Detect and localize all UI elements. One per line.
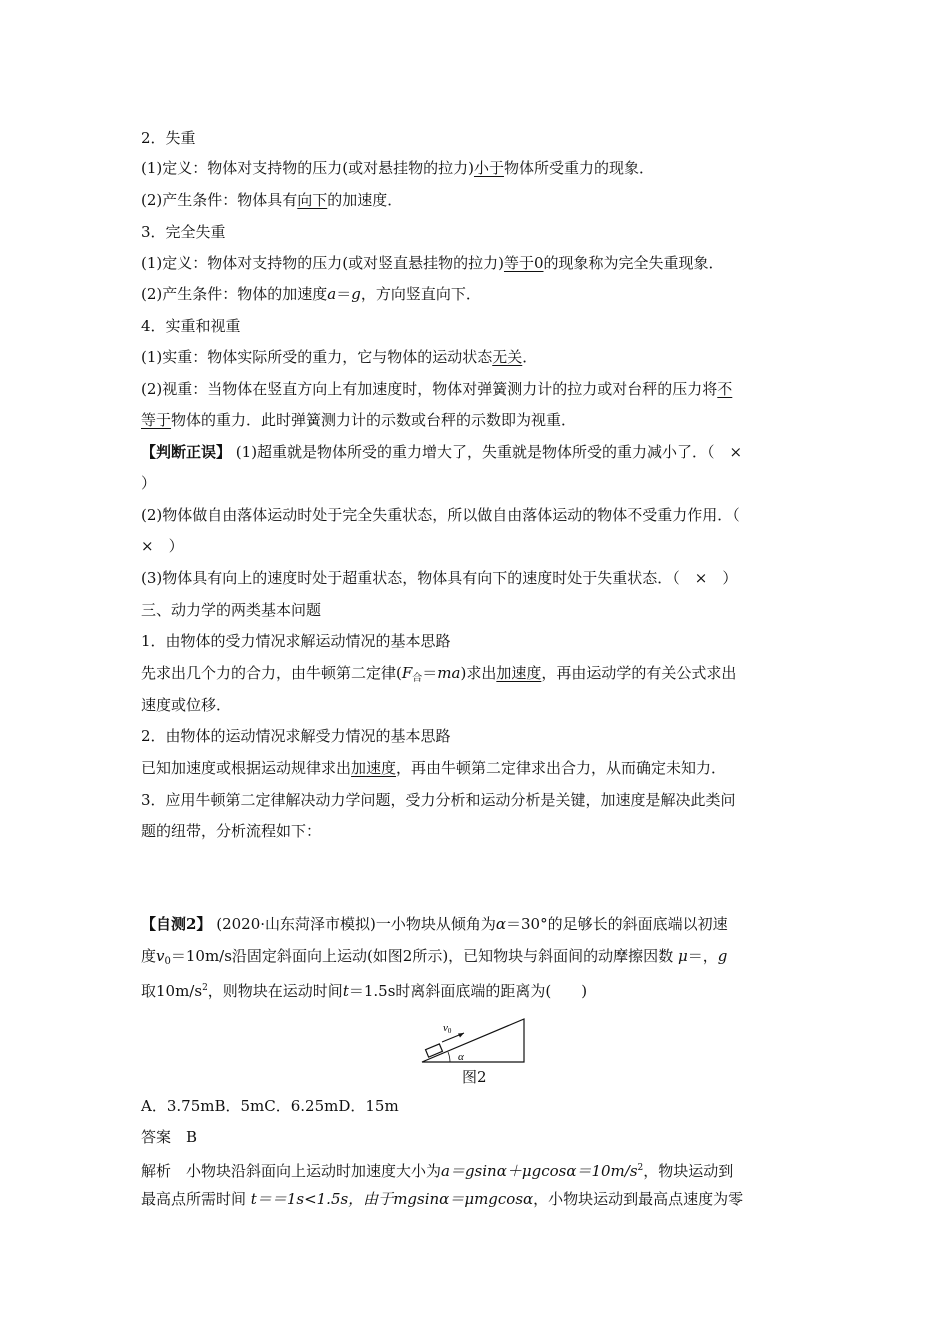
part3-p3-line2: 题的纽带，分析流程如下： (141, 822, 322, 840)
part3-p1-line1: 先求出几个力的合力，由牛顿第二定律$(F_合=ma)$求出加速度，再由运动学的有关公式求出 (141, 664, 737, 684)
incline-figure (420, 1018, 530, 1064)
part3-p2-line1: 已知加速度或根据运动规律求出加速度，再由牛顿第二定律求出合力，从而确定未知力． (141, 759, 727, 777)
sec3-title: 3．完全失重 (141, 223, 226, 241)
incline-triangle (422, 1019, 524, 1062)
options: A．3.75mB．5mC．6.25mD．15m (141, 1097, 399, 1115)
explain-line2: 最高点所需时间 t＝＝1s<1.5s，由于mgsinα＝μmgcosα，小物块运动到最高点速度为零 (141, 1190, 744, 1208)
test-line3: 取$10m/s^2$，则物块在运动时间t＝1.5s时离斜面底端的距离为( ) (141, 982, 588, 1000)
explain-line1: 解析 小物块沿斜面向上运动时加速度大小为$a=gsin\alpha+\mu gcos\alpha=10m/s^2$，物块运动到 (141, 1162, 734, 1180)
angle-arc (448, 1052, 450, 1062)
judge-q3: (3)物体具有向上的速度时处于超重状态，物体具有向下的速度时处于失重状态．（ × ） (141, 569, 738, 587)
sec4-line1: (1)实重：物体实际所受的重力，它与物体的运动状态无关． (141, 348, 538, 366)
sec2-title: 2．失重 (141, 129, 196, 147)
judge-q1: 【判断正误】 (1)超重就是物体所受的重力增大了，失重就是物体所受的重力减小了．（ × (141, 443, 743, 461)
sec3-line2: (2)产生条件：物体的加速度a＝g，方向竖直向下． (141, 285, 481, 303)
fig-alpha-label: α (458, 1051, 464, 1063)
part3-p1-title: 1．由物体的受力情况求解运动情况的基本思路 (141, 632, 451, 650)
fig-v0-label: v0 (443, 1022, 452, 1035)
sec3-line1: (1)定义：物体对支持物的压力(或对竖直悬挂物的拉力)等于0的现象称为完全失重现象． (141, 254, 724, 272)
sec4-title: 4．实重和视重 (141, 317, 241, 335)
arrow-head-icon (458, 1033, 464, 1038)
part3-p3-line1: 3．应用牛顿第二定律解决动力学问题，受力分析和运动分析是关键，加速度是解决此类问 (141, 791, 736, 809)
judge-q2-end: × ） (141, 537, 184, 555)
sec4-line3: 等于物体的重力．此时弹簧测力计的示数或台秤的示数即为视重． (141, 411, 577, 429)
test-line2: 度$v_0=10m/s$沿固定斜面向上运动(如图2所示)，已知物块与斜面间的动摩擦因数 μ＝，g (141, 947, 728, 967)
judge-q1-end: ） (141, 474, 157, 492)
part3-title: 三、动力学的两类基本问题 (141, 601, 322, 619)
block (426, 1044, 443, 1057)
figure-caption: 图2 (462, 1068, 487, 1086)
test-line1: 【自测2】 (2020·山东菏泽市模拟)一小物块从倾角为α＝30°的足够长的斜面底端以初速 (141, 915, 728, 933)
sec4-line2: (2)视重：当物体在竖直方向上有加速度时，物体对弹簧测力计的拉力或对台秤的压力将不 (141, 380, 733, 398)
sec2-line1: (1)定义：物体对支持物的压力(或对悬挂物的拉力)小于物体所受重力的现象． (141, 159, 654, 177)
judge-q2: (2)物体做自由落体运动时处于完全失重状态，所以做自由落体运动的物体不受重力作用．（ (141, 506, 740, 524)
part3-p1-line2: 速度或位移． (141, 696, 232, 714)
sec2-line2: (2)产生条件：物体具有向下的加速度． (141, 191, 403, 209)
answer: 答案 B (141, 1128, 198, 1146)
part3-p2-title: 2．由物体的运动情况求解受力情况的基本思路 (141, 727, 451, 745)
